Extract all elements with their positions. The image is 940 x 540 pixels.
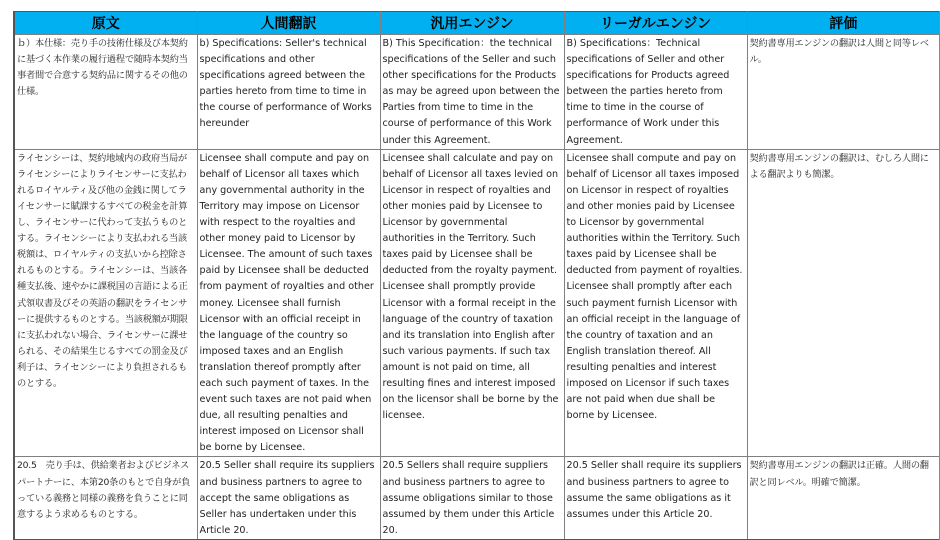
- cell-evaluation: 契約書専用エンジンの翻訳は人間と同等レベル。: [747, 35, 940, 150]
- cell-generic-engine: Licensee shall calculate and pay on behalf of Licensor all taxes levied on Licensor in respect of royalties and other monies paid by Licensee to Licensor by governmental authorities in the Territory. Such taxes paid by Licensee shall be deducted from the royalty payment. Licensee shall promptly provide Licensor with a formal receipt in the language of the country of taxation and its translation into English after such various payments. If such tax amount is not paid on time, all resulting fines and interest imposed on the licensor shall be borne by the licensee.: [380, 149, 564, 457]
- table-row: [14, 149, 940, 457]
- header-row: [14, 12, 940, 35]
- table-row: [14, 35, 940, 150]
- column-header-evaluation: 評価: [747, 12, 940, 35]
- cell-legal-engine: 20.5 Seller shall require its suppliers and business partners to agree to assume the same obligations as it assumes under this Article 20.: [564, 457, 747, 539]
- cell-legal-engine: Licensee shall compute and pay on behalf of Licensor all taxes imposed on Licensor in respect of royalties and other monies paid by Licensee to Licensor by governmental authorities within the Territory. Such taxes paid by Licensee shall be deducted from payment of royalties. Licensee shall promptly after each such payment furnish Licensor with an official receipt in the language of the country of taxation and an English translation thereof. All resulting penalties and interest imposed on Licensor if such taxes are not paid when due shall be borne by Licensee.: [564, 149, 747, 457]
- cell-generic-engine: B) This Specification：the technical specifications of the Seller and such other specifications for the Products as may be agreed upon between the Parties from time to time in the course of performance of this Work under this Agreement.: [380, 35, 564, 150]
- cell-evaluation: 契約書専用エンジンの翻訳は、むしろ人間による翻訳よりも簡潔。: [747, 149, 940, 457]
- cell-original: ライセンシーは、契約地域内の政府当局がライセンシーによりライセンサーに支払われるロイヤルティ及び他の金銭に関してライセンサーに賦課するすべての税金を計算し、ライセンサーに代わって支払うものとする。ライセンシーにより支払われる当該税額は、ロイヤルティの支払いから控除されるものとする。ライセンシーは、当該各種支払後、速やかに課税国の言語による正式領収書及びその英語の翻訳をライセンサーに提供するものとする。当該税額が期限に支払われない場合、ライセンサーに課せられる、その結果生じるすべての罰金及び利子は、ライセンシーにより負担されるものとする。: [14, 149, 197, 457]
- cell-original: 20.5 売り手は、供給業者およびビジネスパートナーに、本第20条のもとで自身が負っている義務と同様の義務を負うことに同意するよう求めるものとする。: [14, 457, 197, 539]
- translation-comparison-document: [13, 11, 940, 540]
- table-row: [14, 457, 940, 539]
- cell-human-translation: Licensee shall compute and pay on behalf of Licensor all taxes which any governmental authority in the Territory may impose on Licensor with respect to the royalties and other money paid to Licensor by Licensee. The amount of such taxes paid by Licensee shall be deducted from payment of royalties and other money. Licensee shall furnish Licensor with an official receipt in the language of the country so imposed taxes and an English translation thereof promptly after each such payment of taxes. In the event such taxes are not paid when due, all resulting penalties and interest imposed on Licensor shall be borne by Licensee.: [197, 149, 380, 457]
- translation-comparison-table: [13, 11, 940, 540]
- cell-generic-engine: 20.5 Sellers shall require suppliers and business partners to agree to assume obligations similar to those assumed by them under this Article 20.: [380, 457, 564, 539]
- column-header-original: 原文: [14, 12, 197, 35]
- column-header-legal-engine: リーガルエンジン: [564, 12, 747, 35]
- cell-original: ｂ）本仕様：売り手の技術仕様及び本契約に基づく本作業の履行過程で随時本契約当事者間で合意する契約品に関するその他の仕様。: [14, 35, 197, 150]
- cell-legal-engine: B) Specifications：Technical specifications of Seller and other specifications for Products agreed between the parties hereto from time to time in the course of performance of Work under this Agreement.: [564, 35, 747, 150]
- cell-human-translation: 20.5 Seller shall require its suppliers and business partners to agree to accept the same obligations as Seller has undertaken under this Article 20.: [197, 457, 380, 539]
- cell-evaluation: 契約書専用エンジンの翻訳は正確。人間の翻訳と同レベル。明確で簡潔。: [747, 457, 940, 539]
- column-header-generic-engine: 汎用エンジン: [380, 12, 564, 35]
- column-header-human-translation: 人間翻訳: [197, 12, 380, 35]
- cell-human-translation: b) Specifications: Seller's technical specifications and other specifications agreed between the parties hereto from time to time in the course of performance of Works hereunder: [197, 35, 380, 150]
